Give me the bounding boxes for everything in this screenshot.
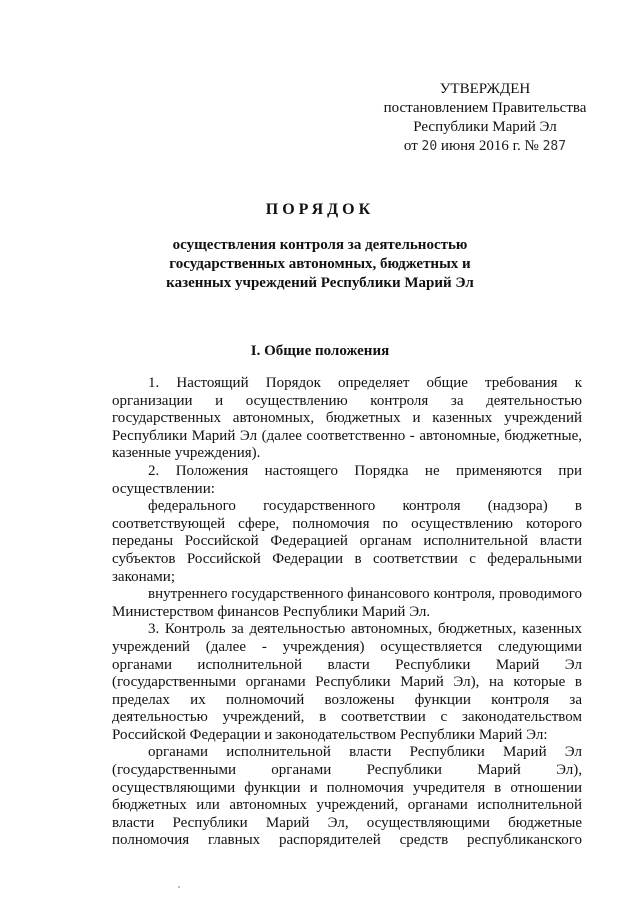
approval-date-prefix: от xyxy=(403,138,418,154)
paragraph-2: 2. Положения настоящего Порядка не применяются при осуществлении: xyxy=(112,462,582,497)
document-title: ПОРЯДОК xyxy=(265,201,375,218)
approval-day: 20 xyxy=(421,139,438,154)
section-heading: I. Общие положения xyxy=(250,343,390,359)
approval-by-resolution: постановлением Правительства xyxy=(383,100,587,116)
approval-number: 287 xyxy=(542,139,567,154)
approval-stamp xyxy=(370,80,600,156)
subtitle-line-1: осуществления контроля за деятельностью xyxy=(172,237,468,253)
scan-speck xyxy=(178,886,180,888)
document-subtitle xyxy=(120,236,520,293)
subtitle-line-3: казенных учреждений Республики Марий Эл xyxy=(166,275,474,291)
approval-heading: УТВЕРЖДЕН xyxy=(439,81,531,97)
paragraph-1: 1. Настоящий Порядок определяет общие требования к организации и осуществлению контроля за деятельностью государственных автономных, бюджетных и казенных учреждений Республики Марий Эл (далее соответственно - автономные, бюджетные, казенные учреждения). xyxy=(112,375,582,462)
approval-month-year: июня 2016 г. № xyxy=(440,138,539,154)
paragraph-6: органами исполнительной власти Республики Марий Эл (государственными органами Республики Марий Эл), осуществляющими функции и полномочия учредителя в отношении бюджетных или автономных учреждений, органами исполнительной власти Республики Марий Эл, осуществляющими бюджетные полномочия главных распорядителей средств республиканского xyxy=(112,744,582,849)
approval-republic: Республики Марий Эл xyxy=(413,119,557,135)
paragraph-5: 3. Контроль за деятельностью автономных, бюджетных, казенных учреждений (далее - учреждения) осуществляется следующими органами исполнительной власти Республики Марий Эл (государственными органами Республики Марий Эл), на которые в пределах их полномочий возложены функции контроля за деятельностью учреждений, в соответствии с законодательством Российской Федерации и законодательством Республики Марий Эл: xyxy=(112,621,582,743)
subtitle-line-2: государственных автономных, бюджетных и xyxy=(169,256,471,272)
paragraph-3: федерального государственного контроля (надзора) в соответствующей сфере, полномочия по осуществлению которого переданы Российской Федерацией органам исполнительной власти субъектов Российской Федерации в соответствии с федеральными законами; xyxy=(112,498,582,585)
document-body xyxy=(112,375,582,850)
paragraph-4: внутреннего государственного финансового контроля, проводимого Министерством финансов Республики Марий Эл. xyxy=(112,586,582,620)
approval-date-line xyxy=(370,137,600,156)
